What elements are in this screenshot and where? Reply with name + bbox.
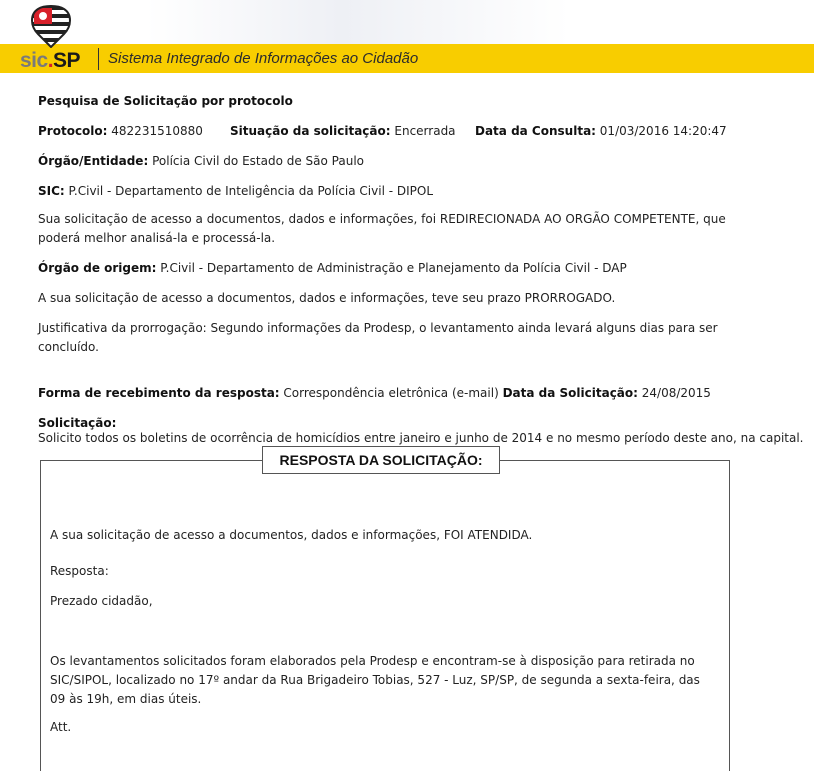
origem-row [38, 259, 627, 277]
app-title: Sistema Integrado de Informações ao Cidadão [108, 50, 419, 67]
logo-sic-text: sic [20, 49, 48, 72]
response-body-line1: Os levantamentos solicitados foram elaborados pela Prodesp e encontram-se à disposição para retirada no [50, 654, 695, 668]
forma-label: Forma de recebimento da resposta: [38, 386, 280, 400]
response-box-legend: RESPOSTA DA SOLICITAÇÃO: [262, 446, 500, 474]
response-body-line3: 09 às 19h, em dias úteis. [50, 692, 202, 706]
page-heading: Pesquisa de Solicitação por protocolo [38, 94, 293, 108]
data-consulta-label: Data da Consulta: [475, 124, 596, 138]
solicitacao-value: Solicito todos os boletins de ocorrência de homicídios entre janeiro e junho de 2014 e no mesmo período deste ano, na capital. [38, 431, 804, 445]
justificativa-line2: concluído. [38, 340, 99, 354]
sic-row [38, 182, 433, 200]
protocol-row [38, 122, 203, 140]
atendida-notice: A sua solicitação de acesso a documentos, dados e informações, FOI ATENDIDA. [50, 528, 533, 542]
saudacao-text: Prezado cidadão, [50, 594, 153, 608]
signoff-text: Att. [50, 720, 72, 734]
logo-wordmark [20, 48, 80, 74]
header-divider [98, 48, 99, 70]
data-consulta-row [475, 122, 727, 140]
orgao-label: Órgão/Entidade: [38, 154, 149, 168]
orgao-value: Polícia Civil do Estado de São Paulo [152, 154, 365, 168]
redirect-notice-line1: Sua solicitação de acesso a documentos, dados e informações, foi REDIRECIONADA AO ORGÃO COMPETENTE, que [38, 212, 726, 226]
origem-label: Órgão de origem: [38, 261, 157, 275]
logo-dot-text: . [47, 49, 54, 72]
situacao-label: Situação da solicitação: [230, 124, 391, 138]
forma-row [38, 384, 711, 402]
redirect-notice-line2: poderá melhor analisá-la e processá-la. [38, 231, 276, 245]
response-body-line2: SIC/SIPOL, localizado no 17º andar da Rua Brigadeiro Tobias, 527 - Luz, SP/SP, de segunda a sexta-feira, das [50, 673, 700, 687]
data-solicitacao-value: 24/08/2015 [641, 386, 711, 400]
sp-map-icon [28, 4, 74, 48]
forma-value: Correspondência eletrônica (e-mail) [283, 386, 499, 400]
protocolo-label: Protocolo: [38, 124, 108, 138]
prorrogado-notice: A sua solicitação de acesso a documentos, dados e informações, teve seu prazo PRORROGADO. [38, 291, 616, 305]
origem-value: P.Civil - Departamento de Administração e Planejamento da Polícia Civil - DAP [160, 261, 627, 275]
justificativa-line1: Justificativa da prorrogação: Segundo informações da Prodesp, o levantamento ainda levará alguns dias para ser [38, 321, 718, 335]
sic-label: SIC: [38, 184, 65, 198]
sic-value: P.Civil - Departamento de Inteligência da Polícia Civil - DIPOL [68, 184, 434, 198]
data-consulta-value: 01/03/2016 14:20:47 [599, 124, 727, 138]
situacao-value: Encerrada [394, 124, 456, 138]
data-solicitacao-label: Data da Solicitação: [502, 386, 638, 400]
resposta-label: Resposta: [50, 564, 109, 578]
situacao-row [230, 122, 456, 140]
logo-sp-text: SP [53, 49, 81, 72]
header-background [0, 0, 814, 44]
orgao-row [38, 152, 364, 170]
sic-sp-logo [20, 4, 100, 70]
protocolo-value: 482231510880 [111, 124, 203, 138]
solicitacao-label: Solicitação: [38, 416, 117, 430]
